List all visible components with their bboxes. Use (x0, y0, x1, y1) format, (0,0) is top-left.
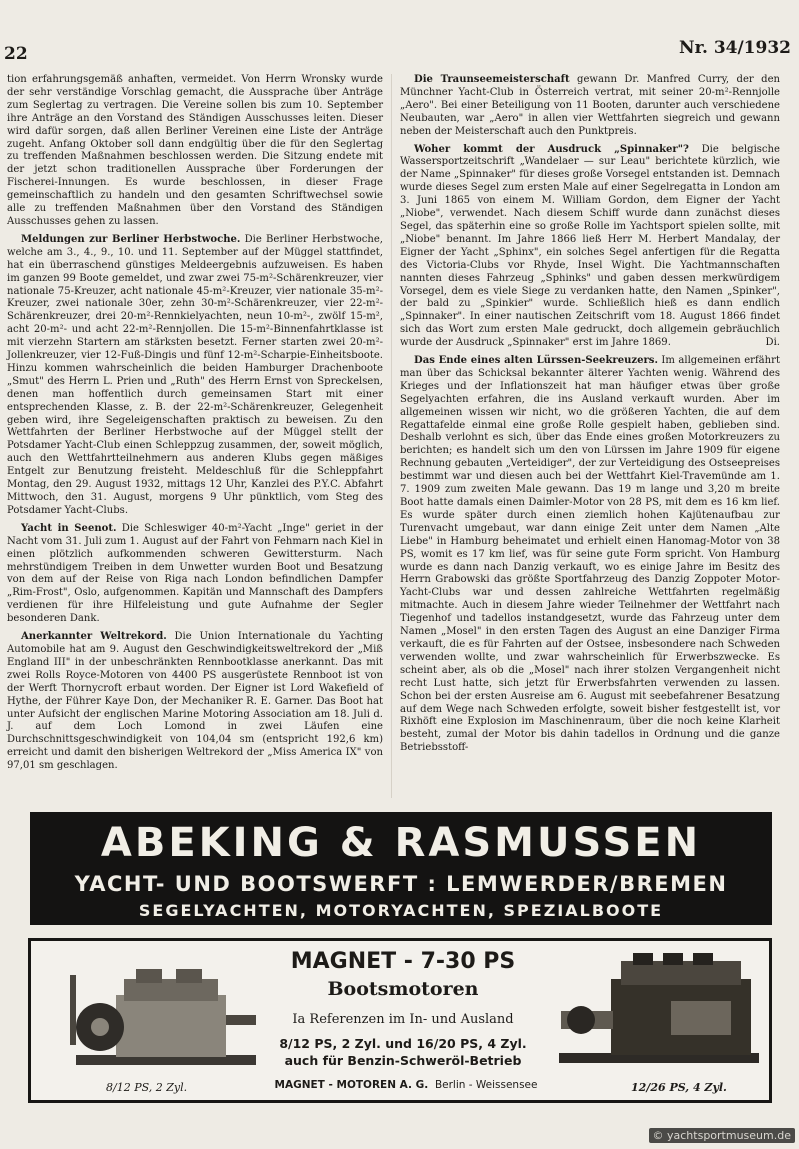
paragraph-text: Die Schleswiger 40-m²-Yacht „Inge" geriet in der Nacht vom 31. Juli zum 1. August auf der Fahrt von Fehmarn nach Kiel in einen plötzlich aufkommenden schweren Gewittersturm. Nach mehrstündigem Treiben in dem Unwetter wurden Boot und Besatzung von dem auf der Reise von Riga nach London befindlichen Dampfer „Rim-Frost", Oslo, aufgenommen. Kapitän und Mannschaft des Dampfers verdienen für ihre Hilfeleistung und gute Aufnahme der Segler besonderen Dank. (7, 522, 383, 625)
article-heading: Yacht in Seenot. (21, 522, 117, 534)
company-name: MAGNET - MOTOREN A. G. (274, 1079, 429, 1091)
article-paragraph (7, 631, 383, 773)
ad-subtitle: Bootsmotoren (327, 978, 479, 1000)
paragraph-text: Die Union Internationale du Yachting Automobile hat am 9. August den Geschwindigkeitsweltrekord der „Miß England III" in der unbeschränkten Rennbootklasse anerkannt. Das mit zwei Rolls Royce-Motoren von 4400 PS ausgerüstete Rennboot ist von der Werft Thornycroft erbaut worden. Der Eigner ist Lord Wakefield of Hythe, der Führer Kaye Don, der Mechaniker R. E. Garner. Das Boot hat unter Aufsicht der englischen Marine Motoring Association am 18. Juli d. J. auf dem Loch Lomond in zwei Läufen eine Durchschnittsgeschwindigkeit von 104,04 sm (entspricht 192,6 km) erreicht und damit den bisherigen Weltrekord der „Miss America IX" von 97,01 sm geschlagen. (7, 631, 383, 772)
article-paragraph (7, 234, 383, 518)
advertisement-abeking-rasmussen (30, 812, 772, 925)
article-heading: Anerkannter Weltrekord. (21, 631, 167, 643)
engine-caption-left: 8/12 PS, 2 Zyl. (106, 1081, 188, 1094)
ad-subtitle: YACHT- UND BOOTSWERFT : LEMWERDER/BREMEN (74, 872, 728, 896)
article-heading: Woher kommt der Ausdruck „Spinnaker"? (414, 143, 689, 155)
article-paragraph (7, 523, 383, 626)
engine-illustration-small (66, 955, 266, 1077)
ad-specs (271, 1035, 535, 1069)
engine-caption-right: 12/26 PS, 4 Zyl. (631, 1081, 727, 1094)
paragraph-text: Die belgische Wassersportzeitschrift „Wandelaer — sur Leau" berichtete kürzlich, wie der Name „Spinnaker" für dieses große Vorsegel entstanden ist. Demnach wurde dieses Segel zum ersten Male auf einer Segelregatta in London am 3. Juni 1865 von einem M. William Gordon, dem Eigner der Yacht „Niobe", verwendet. Nach diesem Schiff wurde dann zunächst dieses Segel, das späterhin eine so große Rolle im Yachtsport spielen sollte, mit „Niobe" benannt. Im Jahre 1866 ließ Herr M. Herbert Mandalay, der Eigner der Yacht „Sphinx", ein solches Segel anfertigen für die Regatta des Victoria-Clubs vor Rhyde, Insel Wight. Die Yachtmannschaften nannten dieses Fahrzeug „Sphinks" und gaben dessen merkwürdigem Vorsegel, dem es viele Siege zu verdanken hatte, den Namen „Spinker", der bald zu „Spinkier" wurde. Schließlich hieß es dann endlich „Spinnaker". In einer nautischen Zeitschrift vom 18. August 1866 findet sich das Wort zum ersten Male gedruckt, doch allgemein gebräuchlich wurde der Ausdruck „Spinnaker" erst im Jahre 1869. (400, 143, 780, 349)
right-column (400, 74, 780, 755)
article-paragraph (400, 355, 780, 755)
paragraph-text: Im allgemeinen erfährt man über das Schicksal bekannter älterer Yachten wenig. Während des Krieges und der Inflationszeit hat man häufiger etwas über große Segelyachten erfahren, die ins Ausland verkauft wurden. Aber im allgemeinen wissen wir nicht, wo die größeren Yachten, die auf dem Regattafelde einmal eine große Rolle gespielt haben, geblieben sind. Deshalb verlohnt es sich, über das Ende eines großen Motorkreuzers zu berichten; es handelt sich um den von Lürssen im Jahre 1909 für eigene Rechnung gebauten „Verteidiger", der zur Verteidigung des Ostseepreises bestimmt war und diesen auch bei der Wettfahrt Kiel-Travemünde am 1. 7. 1909 zum zweiten Male gewann. Das 19 m lange und 3,20 m breite Boot hatte damals einen Daimler-Motor von 28 PS, mit dem es 16 km lief. Es wurde später durch einen ziemlich hohen Kajütenaufbau zur Turenvacht umgebaut, war dann einige Zeit unter dem Namen „Alte Liebe" in Hamburg beheimatet und erhielt einen Hanomag-Motor von 38 PS, womit es 17 km lief, was für seine gute Form spricht. Von Hamburg wurde es dann nach Danzig verkauft, wo es einige Jahre im Besitz des Herrn Grabowski das größte Sportfahrzeug des Danzig Zoppoter Motor-Yacht-Clubs war und dessen zahlreiche Wettfahrten regelmäßig mitmachte. Auch in diesem Jahre wieder Teilnehmer der Wettfahrt nach Tiegenhof und tadellos instandgesetzt, wurde das Fahrzeug unter dem Namen „Mosel" in den ersten Tagen des August an eine Danziger Firma verkauft, die es für Fahrten auf der Ostsee, insbesondere nach Schweden verwenden wollte, und zwar wahrscheinlich für Erwerbszwecke. Es scheint aber, als ob die „Mosel" nach ihrer stolzen Vergangenheit nicht recht Lust hatte, sich jetzt für Erwerbsfahrten verwenden zu lassen. Schon bei der ersten Ausreise am 6. August mit seebefahrener Besatzung auf dem Wege nach Schweden erfolgte, soweit bisher festgestellt ist, vor Rixhöft eine Explosion im Maschinenraum, über die noch keine Klarheit besteht, zumal der Motor bis dahin tadellos in Ordnung und die ganze Betriebsstoff- (400, 355, 780, 754)
paragraph-text: gewann Dr. Manfred Curry, der den Münchner Yacht-Club in Österreich vertrat, mit seiner 20-m²-Rennjolle „Aero". Bei einer Beteiligung von 11 Booten, darunter auch verschiedene Neubauten, war „Aero" in allen vier Wettfahrten siegreich und gewann neben der Meisterschaft auch den Punktpreis. (400, 74, 780, 137)
advertisement-magnet-motoren (28, 938, 772, 1103)
article-heading: Das Ende eines alten Lürssen-Seekreuzers. (414, 355, 658, 367)
ad-company (261, 1079, 551, 1091)
article-paragraph (400, 74, 780, 139)
ad-spec-line: auch für Benzin-Schweröl-Betrieb (284, 1053, 522, 1068)
author-signature: Di. (765, 337, 780, 349)
issue-number: Nr. 34/1932 (679, 38, 791, 58)
left-column (7, 74, 383, 773)
company-city: Berlin - Weissensee (434, 1079, 538, 1091)
column-divider (391, 74, 392, 798)
copyright-credit: © yachtsportmuseum.de (649, 1128, 795, 1143)
ad-title: MAGNET - 7-30 PS (290, 949, 516, 974)
paragraph-text: Die Berliner Herbstwoche, welche am 3., 4., 9., 10. und 11. September auf der Müggel stattfindet, hat ein überraschend günstiges Meldeergebnis aufzuweisen. Es haben im ganzen 99 Boote gemeldet, und zwar zwei 75-m²-Schärenkreuzer, vier nationale 75-Kreuzer, acht nationale 45-m²-Kreuzer, vier nationale 35-m²-Kreuzer, zwei nationale 30er, zehn 30-m²-Schärenkreuzer, vier 22-m²-Schärenkreuzer, drei 20-m²-Rennkielyachten, neun 10-m²-, zwölf 15-m², acht 20-m²- und acht 22-m²-Rennjollen. Die 15-m²-Binnenfahrtklasse ist mit vierzehn Startern am stärksten besetzt. Ferner starten zwei 20-m²-Jollenkreuzer, vier 12-Fuß-Dingis und fünf 12-m²-Scharpie-Einheitsboote. Hinzu kommen wahrscheinlich die beiden Hamburger Drachenboote „Smut" des Herrn L. Prien und „Ruth" des Herrn Ernst von Spreckelsen, denen man hoffentlich durch gemeinsamen Start mit einer entsprechenden Klasse, z. B. der 22-m²-Schärenkreuzer, Gelegenheit geben wird, ihre Segeleigenschaften praktisch zu beweisen. Zu den Wettfahrten der Berliner Herbstwoche auf der Müggel stellt der Potsdamer Yacht-Club einen Schleppzug zusammen, der, soweit möglich, auch den Wettfahrtteilnehmern aus anderen Klubs gegen mäßiges Entgelt zur Benutzung freisteht. Meldeschluß für die Schleppfahrt Montag, den 29. August 1932, mittags 12 Uhr, Kanzlei des P.Y.C. Abfahrt Mittwoch, den 31. August, morgens 9 Uhr pünktlich, vom Steg des Potsdamer Yacht-Clubs. (7, 233, 383, 516)
article-paragraph (7, 74, 383, 229)
paragraph-text: tion erfahrungsgemäß anhaften, vermeidet. Von Herrn Wronsky wurde der sehr verständige Vorschlag gemacht, die Aussprache über Anträge zum Seglertag zu vertragen. Die Vereine sollen bis zum 10. September ihre Anträge an den Vorstand des Ständigen Ausschusses leiten. Dieser wird dafür sorgen, daß allen Berliner Vereinen eine Liste der Anträge zugeht. Anfang Oktober soll dann endgültig über die für den Seglertag zu treffenden Maßnahmen beschlossen werden. Die Sitzung endete mit der jetzt schon traditionellen Aussprache über Forderungen der Fischerei-Innungen. Es wurde beschlossen, in dieser Frage gemeinschaftlich zu handeln und den gesamten Schriftwechsel sowie alle zu treffenden Maßnahmen über den Vorstand des Ständigen Ausschusses gehen zu lassen. (7, 74, 383, 227)
engine-illustration-large (551, 951, 766, 1079)
ad-title: ABEKING & RASMUSSEN (100, 820, 702, 866)
ad-spec-line: 8/12 PS, 2 Zyl. und 16/20 PS, 4 Zyl. (279, 1036, 527, 1051)
article-heading: Meldungen zur Berliner Herbstwoche. (21, 233, 241, 245)
page-number: 22 (4, 44, 28, 64)
ad-tagline: SEGELYACHTEN, MOTORYACHTEN, SPEZIALBOOTE (138, 901, 664, 920)
article-heading: Die Traunseemeisterschaft (414, 74, 570, 85)
article-paragraph (400, 144, 780, 351)
ad-references: Ia Referenzen im In- und Ausland (292, 1012, 514, 1027)
